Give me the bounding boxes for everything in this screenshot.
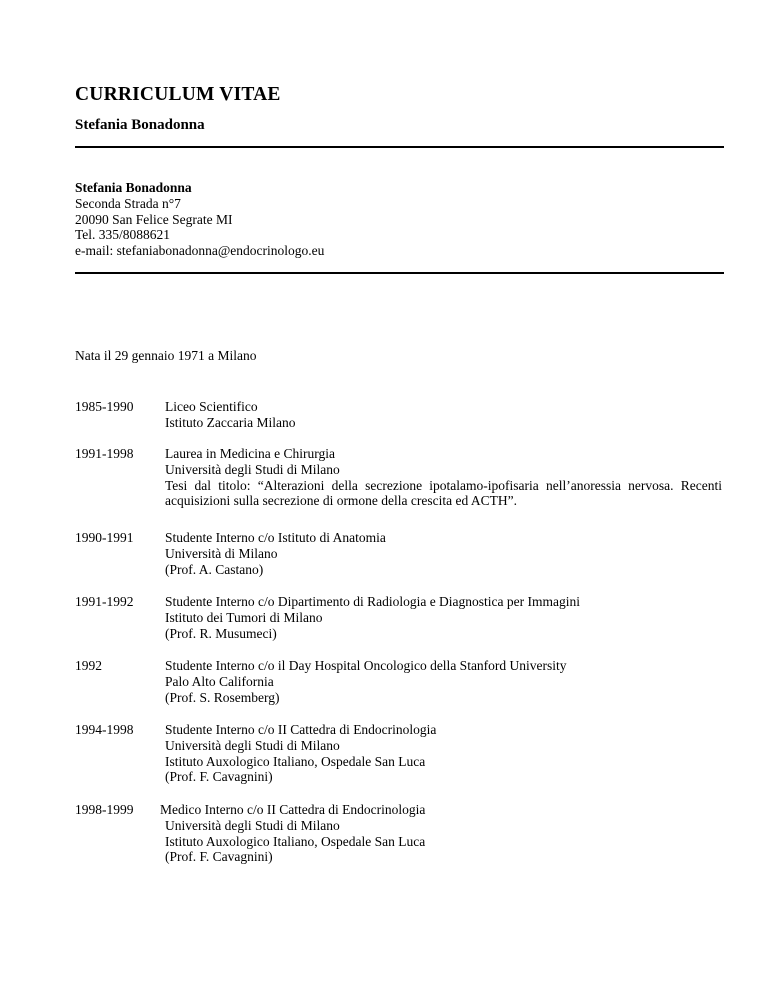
entry-years: 1985-1990 bbox=[75, 399, 134, 414]
entry-line: Università degli Studi di Milano bbox=[165, 817, 340, 833]
entry-details bbox=[165, 399, 722, 431]
entry-line: Studente Interno c/o II Cattedra di Endocrinologia bbox=[165, 722, 437, 737]
birth-info: Nata il 29 gennaio 1971 a Milano bbox=[75, 348, 257, 363]
entry-details bbox=[165, 530, 722, 577]
entry-years: 1998-1999 bbox=[75, 802, 134, 817]
entry-line: Istituto Auxologico Italiano, Ospedale San Luca bbox=[165, 833, 426, 849]
entry-line: Studente Interno c/o Dipartimento di Radiologia e Diagnostica per Immagini bbox=[165, 594, 581, 609]
entry-details bbox=[165, 658, 722, 705]
entry-line: Laurea in Medicina e Chirurgia bbox=[165, 446, 335, 461]
entry-line: Palo Alto California bbox=[165, 673, 274, 689]
entry-years: 1991-1998 bbox=[75, 446, 134, 461]
entry-years: 1992 bbox=[75, 658, 102, 673]
divider-top bbox=[75, 146, 724, 148]
entry-line: Istituto Zaccaria Milano bbox=[165, 414, 296, 430]
thesis-text: Tesi dal titolo: “Alterazioni della secrezione ipotalamo-ipofisaria nell’anoressia nervosa. Recenti acquisizioni sulla secrezione di ormone della crescita ed ACTH”. bbox=[165, 477, 722, 509]
entry-line: Istituto Auxologico Italiano, Ospedale San Luca bbox=[165, 753, 426, 769]
contact-city: 20090 San Felice Segrate MI bbox=[75, 211, 233, 227]
contact-email: e-mail: stefaniabonadonna@endocrinologo.eu bbox=[75, 243, 325, 259]
entry-line: (Prof. F. Cavagnini) bbox=[165, 769, 273, 785]
contact-name: Stefania Bonadonna bbox=[75, 180, 192, 195]
entry-years: 1991-1992 bbox=[75, 594, 134, 609]
entry-details bbox=[165, 722, 722, 785]
entry-line: (Prof. F. Cavagnini) bbox=[165, 849, 273, 865]
entry-details bbox=[160, 802, 717, 865]
entry-years: 1994-1998 bbox=[75, 722, 134, 737]
entry-line: (Prof. A. Castano) bbox=[165, 561, 264, 577]
entry-line: Università di Milano bbox=[165, 545, 278, 561]
entry-line: Istituto dei Tumori di Milano bbox=[165, 609, 323, 625]
contact-address: Seconda Strada n°7 bbox=[75, 195, 181, 211]
divider-bottom bbox=[75, 272, 724, 274]
document-subtitle: Stefania Bonadonna bbox=[75, 117, 205, 133]
entry-years: 1990-1991 bbox=[75, 530, 134, 545]
contact-block bbox=[75, 180, 324, 259]
entry-line: (Prof. R. Musumeci) bbox=[165, 625, 277, 641]
entry-line: Università degli Studi di Milano bbox=[165, 737, 340, 753]
entry-line: Liceo Scientifico bbox=[165, 399, 258, 414]
entry-line: Studente Interno c/o il Day Hospital Oncologico della Stanford University bbox=[165, 658, 567, 673]
entry-details bbox=[165, 446, 722, 509]
entry-line: Medico Interno c/o II Cattedra di Endocrinologia bbox=[160, 802, 426, 817]
entry-line: Studente Interno c/o Istituto di Anatomia bbox=[165, 530, 386, 545]
entry-line: Università degli Studi di Milano bbox=[165, 461, 340, 477]
entry-details bbox=[165, 594, 722, 641]
contact-phone: Tel. 335/8088621 bbox=[75, 227, 171, 243]
entry-line: (Prof. S. Rosemberg) bbox=[165, 689, 280, 705]
document-title: CURRICULUM VITAE bbox=[75, 84, 281, 105]
